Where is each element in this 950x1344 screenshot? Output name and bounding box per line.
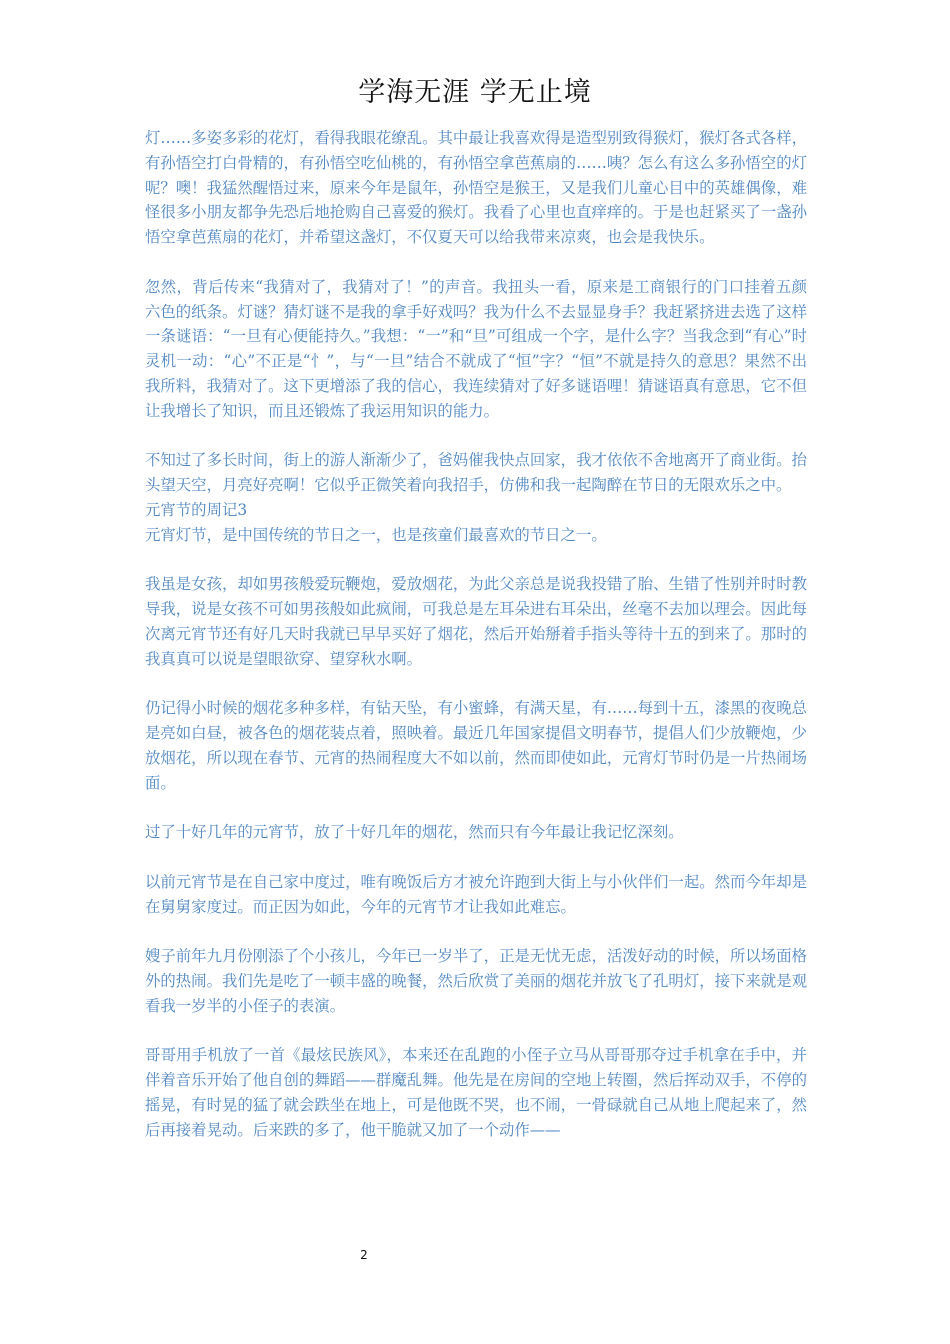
paragraph-dance: 哥哥用手机放了一首《最炫民族风》，本来还在乱跑的小侄子立马从哥哥那夺过手机拿在手中，并伴着音乐开始了他自创的舞蹈——群魔乱舞。他先是在房间的空地上转圈，然后挥动双手，不停的摇晃，有时晃的猛了就会跌坐在地上，可是他既不哭，也不闹，一骨碌就自己从地上爬起来了，然后再接着晃动。后来跌的多了，他干脆就又加了一个动作—— <box>145 1046 807 1139</box>
paragraph-gap <box>145 250 807 275</box>
page-number: 2 <box>360 1248 368 1262</box>
essay-heading: 元宵节的周记3 <box>145 500 248 519</box>
paragraph-fireworks-girl: 我虽是女孩，却如男孩般爱玩鞭炮，爱放烟花，为此父亲总是说我投错了胎、生错了性别并时时教导我，说是女孩不可如男孩般如此疯闹，可我总是左耳朵进右耳朵出，丝毫不去加以理会。因此每次离元宵节还有好几天时我就已早早买好了烟花，然后开始掰着手指头等待十五的到来了。那时的我真真可以说是望眼欲穿、望穿秋水啊。 <box>145 575 807 668</box>
paragraph-gap <box>145 1019 807 1044</box>
document-body <box>145 126 807 1143</box>
paragraph-gap <box>145 920 807 945</box>
paragraph-going-home: 不知过了多长时间，街上的游人渐渐少了，爸妈催我快点回家，我才依依不舍地离开了商业街。抬头望天空，月亮好亮啊！它似乎正微笑着向我招手，仿佛和我一起陶醉在节日的无限欢乐之中。 <box>145 451 807 495</box>
page-header-title: 学海无涯 学无止境 <box>358 77 592 108</box>
paragraph-intro: 元宵灯节，是中国传统的节日之一，也是孩童们最喜欢的节日之一。 <box>145 525 607 544</box>
paragraph-gap <box>145 548 807 573</box>
paragraph-memorable-year: 过了十好几年的元宵节，放了十好几年的烟花，然而只有今年最让我记忆深刻。 <box>145 823 684 842</box>
paragraph-gap <box>145 845 807 870</box>
paragraph-gap <box>145 672 807 697</box>
paragraph-gap <box>145 796 807 821</box>
paragraph-childhood-fireworks: 仍记得小时候的烟花多种多样，有钻天坠，有小蜜蜂，有满天星，有……每到十五，漆黑的夜晚总是亮如白昼，被各色的烟花装点着，照映着。最近几年国家提倡文明春节，提倡人们少放鞭炮，少放烟花，所以现在春节、元宵的热闹程度大不如以前，然而即使如此，元宵灯节时仍是一片热闹场面。 <box>145 699 807 792</box>
paragraph-riddles: 忽然，背后传来“我猜对了，我猜对了！”的声音。我扭头一看，原来是工商银行的门口挂着五颜六色的纸条。灯谜？猜灯谜不是我的拿手好戏吗？我为什么不去显显身手？我赶紧挤进去选了这样一条谜语：“一旦有心便能持久。”我想：“一”和“旦”可组成一个字，是什么字？当我念到“有心”时灵机一动：“心”不正是“忄”，与“一旦”结合不就成了“恒”字？“恒”不就是持久的意思？果然不出我所料，我猜对了。这下更增添了我的信心，我连续猜对了好多谜语哩！猜谜语真有意思，它不但让我增长了知识，而且还锻炼了我运用知识的能力。 <box>145 277 807 420</box>
paragraph-lanterns: 灯……多姿多彩的花灯，看得我眼花缭乱。其中最让我喜欢得是造型别致得猴灯，猴灯各式各样，有孙悟空打白骨精的，有孙悟空吃仙桃的，有孙悟空拿芭蕉扇的……咦？怎么有这么多孙悟空的灯呢？噢！我猛然醒悟过来，原来今年是鼠年，孙悟空是猴王，又是我们儿童心目中的英雄偶像，难怪很多小朋友都争先恐后地抢购自己喜爱的猴灯。我看了心里也直痒痒的。于是也赶紧买了一盏孙悟空拿芭蕉扇的花灯，并希望这盏灯，不仅夏天可以给我带来凉爽，也会是我快乐。 <box>145 129 807 247</box>
paragraph-gap <box>145 424 807 449</box>
paragraph-nephew: 嫂子前年九月份刚添了个小孩儿，今年已一岁半了，正是无忧无虑，活泼好动的时候，所以场面格外的热闹。我们先是吃了一顿丰盛的晚餐，然后欣赏了美丽的烟花并放飞了孔明灯，接下来就是观看我一岁半的小侄子的表演。 <box>145 947 807 1015</box>
paragraph-uncle-home: 以前元宵节是在自己家中度过，唯有晚饭后方才被允许跑到大街上与小伙伴们一起。然而今年却是在舅舅家度过。而正因为如此，今年的元宵节才让我如此难忘。 <box>145 872 807 916</box>
